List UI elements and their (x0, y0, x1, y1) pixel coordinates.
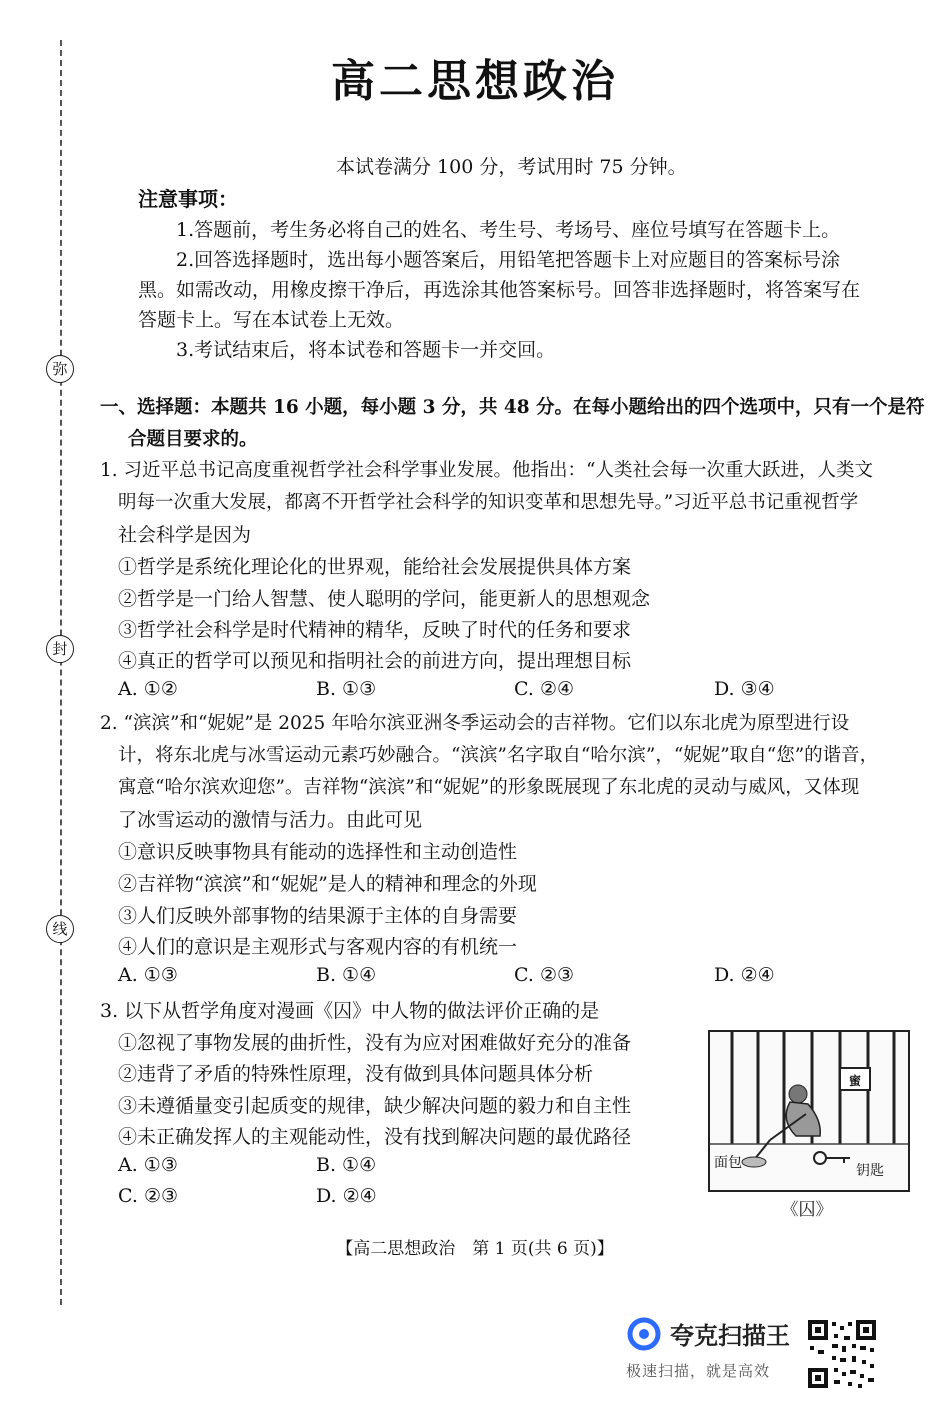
question-1-stem: 1. 习近平总书记高度重视哲学社会科学事业发展。他指出：“人类社会每一次重大跃进，人类文 (100, 460, 873, 481)
question-1-item: ①哲学是系统化理论化的世界观，能给社会发展提供具体方案 (118, 556, 632, 578)
question-2-item: ③人们反映外部事物的结果源于主体的自身需要 (118, 905, 518, 927)
question-1-option-d: D. ③④ (714, 678, 775, 700)
question-2-stem: 寓意“哈尔滨欢迎您”。吉祥物“滨滨”和“妮妮”的形象既展现了东北虎的灵动与威风，又体现 (118, 777, 860, 798)
cartoon-prisoner (708, 1030, 910, 1192)
exam-intro: 本试卷满分 100 分，考试用时 75 分钟。 (336, 156, 687, 178)
question-3-option-d: D. ②④ (316, 1185, 377, 1207)
scanner-watermark (622, 1312, 802, 1397)
notice-line: 1.答题前，考生务必将自己的姓名、考生号、考场号、座位号填写在答题卡上。 (176, 219, 841, 241)
cartoon-sign: 蜜 (848, 1074, 861, 1088)
question-3-option-b: B. ①④ (316, 1154, 377, 1176)
cartoon-label-key: 钥匙 (856, 1163, 884, 1179)
scanner-logo-icon (626, 1316, 662, 1352)
question-1-item: ③哲学社会科学是时代精神的精华，反映了时代的任务和要求 (118, 619, 632, 641)
notice-line: 3.考试结束后，将本试卷和答题卡一并交回。 (176, 339, 556, 361)
question-1-item: ②哲学是一门给人智慧、使人聪明的学问，能更新人的思想观念 (118, 588, 651, 610)
question-2-stem: 2. “滨滨”和“妮妮”是 2025 年哈尔滨亚洲冬季运动会的吉祥物。它们以东北虎为原型进行设 (100, 713, 850, 734)
question-1-option-a: A. ①② (118, 678, 178, 700)
question-2-item: ②吉祥物“滨滨”和“妮妮”是人的精神和理念的外现 (118, 873, 537, 895)
scanner-slogan: 极速扫描，就是高效 (626, 1362, 771, 1380)
question-3-stem: 3. 以下从哲学角度对漫画《囚》中人物的做法评价正确的是 (100, 1000, 600, 1022)
cartoon-caption: 《囚》 (781, 1200, 833, 1220)
question-2-option-c: C. ②③ (514, 964, 575, 986)
question-2-option-b: B. ①④ (316, 964, 377, 986)
page-title: 高二思想政治 (331, 56, 619, 107)
question-3-option-a: A. ①③ (118, 1154, 178, 1176)
question-3-item: ③未遵循量变引起质变的规律，缺少解决问题的毅力和自主性 (118, 1095, 632, 1117)
binding-seal-feng: 封 (46, 635, 74, 663)
question-2-option-a: A. ①③ (118, 964, 178, 986)
scanner-brand: 夸克扫描王 (670, 1322, 790, 1350)
notice-line: 黑。如需改动，用橡皮擦干净后，再选涂其他答案标号。回答非选择题时，将答案写在 (138, 279, 861, 301)
question-2-stem: 计，将东北虎与冰雪运动元素巧妙融合。“滨滨”名字取自“哈尔滨”，“妮妮”取自“您”的谐音， (118, 745, 879, 766)
question-3-option-c: C. ②③ (118, 1185, 179, 1207)
binding-seal-xian: 线 (46, 915, 74, 943)
question-3-item: ④未正确发挥人的主观能动性，没有找到解决问题的最优路径 (118, 1126, 632, 1148)
notice-heading: 注意事项： (138, 187, 238, 211)
question-1-stem: 社会科学是因为 (118, 524, 252, 546)
page-footer: 【高二思想政治 第 1 页(共 6 页)】 (336, 1239, 614, 1259)
notice-line: 2.回答选择题时，选出每小题答案后，用铅笔把答题卡上对应题目的答案标号涂 (176, 249, 841, 271)
question-2-item: ①意识反映事物具有能动的选择性和主动创造性 (118, 841, 518, 863)
section-heading: 一、选择题：本题共 16 小题，每小题 3 分，共 48 分。在每小题给出的四个选项中，只有一个是符 (100, 397, 925, 418)
question-2-item: ④人们的意识是主观形式与客观内容的有机统一 (118, 936, 518, 958)
question-3-item: ②违背了矛盾的特殊性原理，没有做到具体问题具体分析 (118, 1063, 594, 1085)
question-3-item: ①忽视了事物发展的曲折性，没有为应对困难做好充分的准备 (118, 1032, 632, 1054)
cartoon-label-bread: 面包 (714, 1155, 742, 1171)
question-2-option-d: D. ②④ (714, 964, 775, 986)
question-1-option-c: C. ②④ (514, 678, 575, 700)
question-1-option-b: B. ①③ (316, 678, 377, 700)
binding-dashed-line (60, 40, 62, 1305)
binding-seal-mi: 弥 (46, 355, 74, 383)
section-heading-cont: 合题目要求的。 (128, 429, 258, 450)
question-1-stem: 明每一次重大发展，都离不开哲学社会科学的知识变革和思想先导。”习近平总书记重视哲学 (118, 492, 859, 513)
notice-line: 答题卡上。写在本试卷上无效。 (138, 309, 405, 331)
qr-code-icon (806, 1318, 878, 1390)
question-2-stem: 了冰雪运动的激情与活力。由此可见 (118, 809, 423, 831)
question-1-item: ④真正的哲学可以预见和指明社会的前进方向，提出理想目标 (118, 650, 632, 672)
